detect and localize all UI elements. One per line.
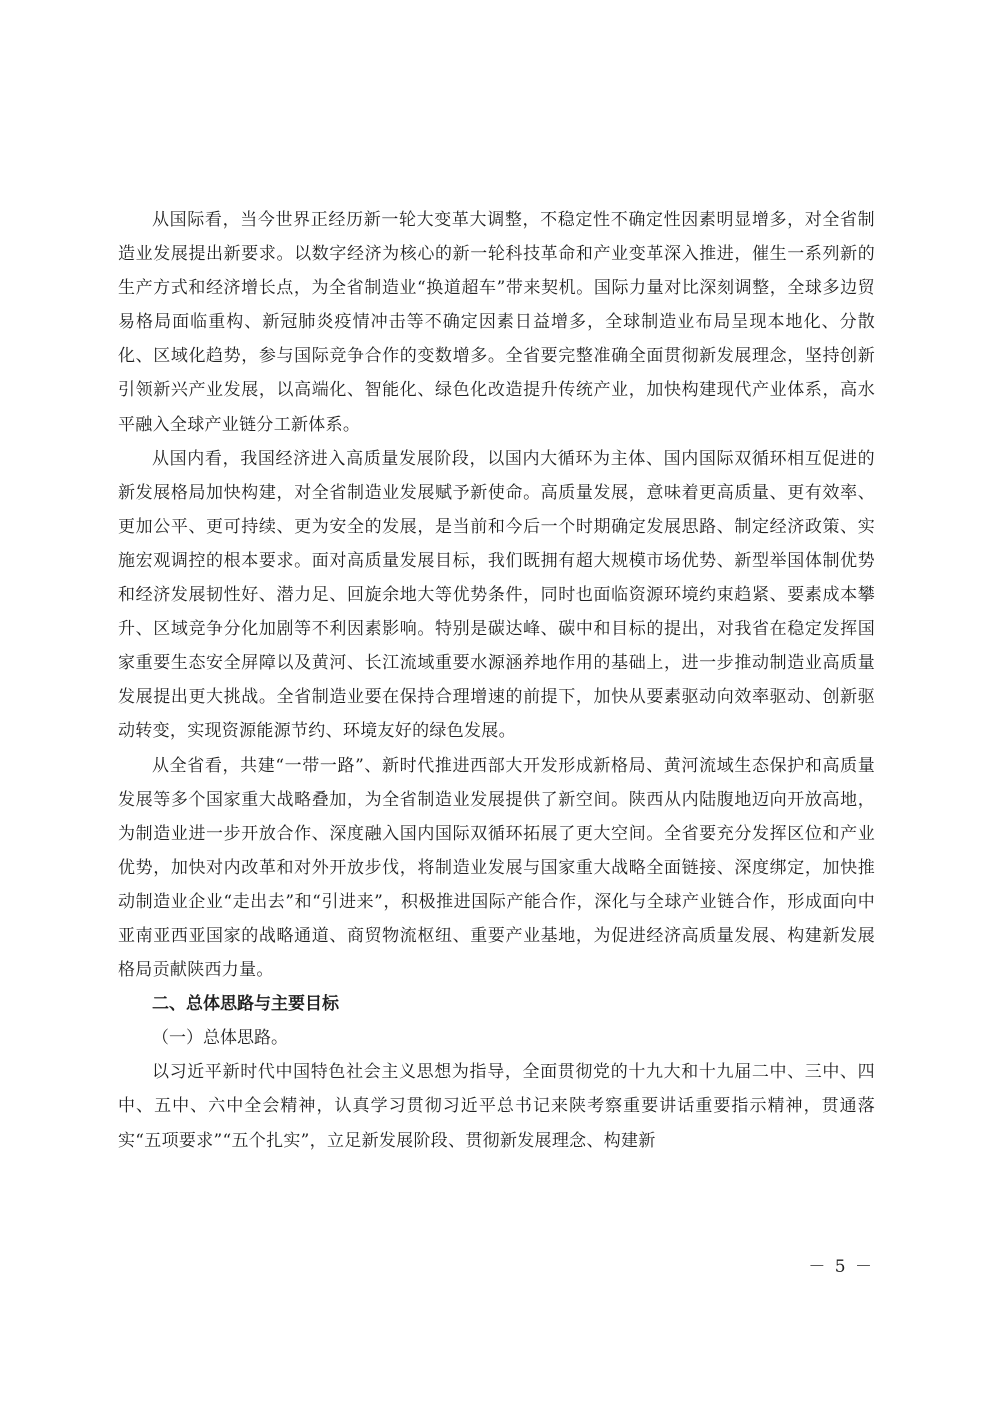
section-heading: 二、总体思路与主要目标: [152, 994, 339, 1015]
paragraph-domestic: 从国内看，我国经济进入高质量发展阶段，以国内大循环为主体、国内国际双循环相互促进的新发展格局加快构建，对全省制造业发展赋予新使命。高质量发展，意味着更高质量、更有效率、更加公平、更可持续、更为安全的发展，是当前和今后一个时期确定发展思路、制定经济政策、实施宏观调控的根本要求。面对高质量发展目标，我们既拥有超大规模市场优势、新型举国体制优势和经济发展韧性好、潜力足、回旋余地大等优势条件，同时也面临资源环境约束趋紧、要素成本攀升、区域竞争分化加剧等不利因素影响。特别是碳达峰、碳中和目标的提出，对我省在稳定发挥国家重要生态安全屏障以及黄河、长江流域重要水源涵养地作用的基础上，进一步推动制造业高质量发展提出更大挑战。全省制造业要在保持合理增速的前提下，加快从要素驱动向效率驱动、创新驱动转变，实现资源能源节约、环境友好的绿色发展。: [118, 448, 875, 742]
paragraph-international: 从国际看，当今世界正经历新一轮大变革大调整，不稳定性不确定性因素明显增多，对全省制造业发展提出新要求。以数字经济为核心的新一轮科技革命和产业变革深入推进，催生一系列新的生产方式和经济增长点，为全省制造业“换道超车”带来契机。国际力量对比深刻调整，全球多边贸易格局面临重构、新冠肺炎疫情冲击等不确定因素日益增多，全球制造业布局呈现本地化、分散化、区域化趋势，参与国际竞争合作的变数增多。全省要完整准确全面贯彻新发展理念，坚持创新引领新兴产业发展，以高端化、智能化、绿色化改造提升传统产业，加快构建现代产业体系，高水平融入全球产业链分工新体系。: [118, 210, 875, 435]
paragraph-guiding-ideology: 以习近平新时代中国特色社会主义思想为指导，全面贯彻党的十九大和十九届二中、三中、四中、五中、六中全会精神，认真学习贯彻习近平总书记来陕考察重要讲话重要指示精神，贯通落实“五项要求”“五个扎实”，立足新发展阶段、贯彻新发展理念、构建新: [118, 1062, 875, 1151]
sub-heading: （一）总体思路。: [152, 1028, 288, 1049]
page-number: － 5 －: [808, 1257, 874, 1277]
paragraph-provincial: 从全省看，共建“一带一路”、新时代推进西部大开发形成新格局、黄河流域生态保护和高质量发展等多个国家重大战略叠加，为全省制造业发展提供了新空间。陕西从内陆腹地迈向开放高地，为制造业进一步开放合作、深度融入国内国际双循环拓展了更大空间。全省要充分发挥区位和产业优势，加快对内改革和对外开放步伐，将制造业发展与国家重大战略全面链接、深度绑定，加快推动制造业企业“走出去”和“引进来”，积极推进国际产能合作，深化与全球产业链合作，形成面向中亚南亚西亚国家的战略通道、商贸物流枢纽、重要产业基地，为促进经济高质量发展、构建新发展格局贡献陕西力量。: [118, 755, 875, 981]
document-body: [118, 203, 875, 1158]
